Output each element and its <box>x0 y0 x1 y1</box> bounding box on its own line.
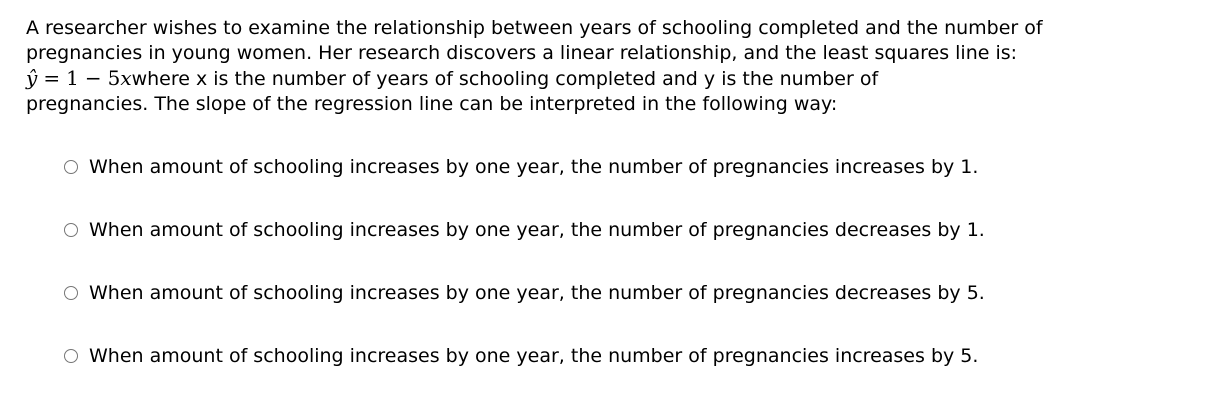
equation-intercept: 1 <box>66 66 79 90</box>
question-line-3 <box>26 66 1186 92</box>
regression-equation <box>26 66 132 90</box>
answer-option-label: When amount of schooling increases by one year, the number of pregnancies decreases by 5. <box>89 282 985 304</box>
radio-button-icon[interactable] <box>64 349 78 363</box>
answer-option-1[interactable] <box>64 154 985 180</box>
question-text <box>26 16 1186 117</box>
equation-y-hat: ŷ <box>26 66 38 90</box>
answer-options <box>64 154 985 406</box>
question-line-3-text: where x is the number of years of schooling completed and y is the number of <box>131 68 879 90</box>
equation-minus: − <box>84 66 102 90</box>
question-line-2: pregnancies in young women. Her research discovers a linear relationship, and the least squares line is: <box>26 42 1018 64</box>
radio-button-icon[interactable] <box>64 286 78 300</box>
radio-button-icon[interactable] <box>64 160 78 174</box>
answer-option-3[interactable] <box>64 280 985 306</box>
equation-x: x <box>120 66 132 90</box>
answer-option-4[interactable] <box>64 343 985 369</box>
answer-option-label: When amount of schooling increases by one year, the number of pregnancies increases by 1. <box>89 156 979 178</box>
equation-slope: 5 <box>107 66 121 90</box>
equation-equals: = <box>43 66 61 90</box>
answer-option-label: When amount of schooling increases by one year, the number of pregnancies increases by 5. <box>89 345 979 367</box>
question-line-4: pregnancies. The slope of the regression line can be interpreted in the following way: <box>26 93 838 115</box>
answer-option-label: When amount of schooling increases by one year, the number of pregnancies decreases by 1. <box>89 219 985 241</box>
answer-option-2[interactable] <box>64 217 985 243</box>
question-line-1: A researcher wishes to examine the relationship between years of schooling completed and the number of <box>26 17 1043 39</box>
radio-button-icon[interactable] <box>64 223 78 237</box>
